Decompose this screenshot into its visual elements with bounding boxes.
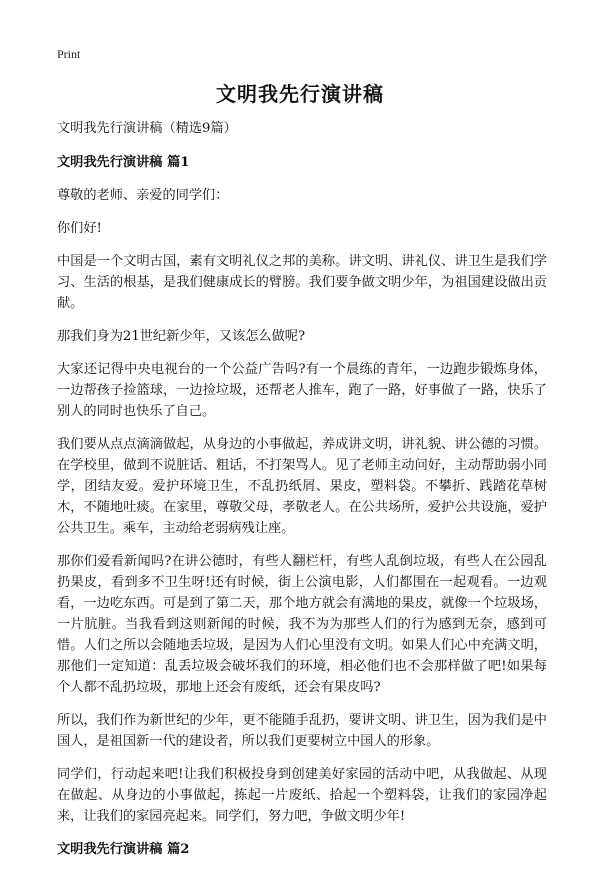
section-heading: 文明我先行演讲稿 篇2 (57, 842, 190, 857)
paragraph: 大家还记得中央电视台的一个公益广告吗?有一个晨练的青年，一边跑步锻炼身体，一边帮孩子捡篮球，一边捡垃圾，还帮老人推车，跑了一路，好事做了一路，快乐了别人的同时也快乐了自己。 (57, 362, 547, 419)
paragraph: 中国是一个文明古国，素有文明礼仪之邦的美称。讲文明、讲礼仪、讲卫生是我们学习、生活的根基，是我们健康成长的臂膀。我们要争做文明少年，为祖国建设做出贡献。 (57, 254, 547, 311)
document-subtitle: 文明我先行演讲稿（精选9篇） (57, 121, 237, 136)
paragraph: 那你们爱看新闻吗?在讲公德时，有些人翻栏杆，有些人乱倒垃圾，有些人在公园乱扔果皮，看到多不卫生呀!还有时候，街上公演电影，人们都围在一起观看。一边观看，一边吃东西。可是到了第二天，那个地方就会有满地的果皮，就像一个垃圾场，一片肮脏。当我看到这则新闻的时候，我不为为那些人们的行为感到无奈，感到可惜。人们之所以会随地丢垃圾，是因为人们心里没有文明。如果人们心中充满文明，那他们一定知道：乱丢垃圾会破坏我们的环境，相必他们也不会那样做了吧!如果每个人都不乱扔垃圾，那地上还会有废纸，还会有果皮吗? (57, 554, 547, 695)
paragraph: 我们要从点点滴滴做起，从身边的小事做起，养成讲文明，讲礼貌、讲公德的习惯。在学校里，做到不说脏话、粗话，不打架骂人。见了老师主动问好，主动帮助弱小同学，团结友爱。爱护环境卫生，不乱扔纸屑、果皮，塑料袋。不攀折、践踏花草树木，不随地吐痰。在家里，尊敬父母，孝敬老人。在公共场所，爱护公共设施，爱护公共卫生。乘车，主动给老弱病残让座。 (57, 437, 547, 536)
paragraph: 你们好! (57, 221, 102, 236)
print-link[interactable]: Print (57, 47, 81, 61)
document-body (57, 118, 547, 872)
paragraph: 所以，我们作为新世纪的少年，更不能随手乱扔，要讲文明、讲卫生，因为我们是中国人，是祖国新一代的建设者，所以我们更要树立中国人的形象。 (57, 713, 547, 749)
paragraph: 尊敬的老师、亲爱的同学们： (57, 188, 229, 203)
section-heading: 文明我先行演讲稿 篇1 (57, 155, 190, 170)
paragraph: 同学们，行动起来吧!让我们积极投身到创建美好家园的活动中吧，从我做起、从现在做起、从身边的小事做起，拣起一片废纸、拾起一个塑料袋，让我们的家园净起来，让我们的家园亮起来。同学们，努力吧，争做文明少年! (57, 767, 547, 824)
page-title: 文明我先行演讲稿 (216, 82, 384, 106)
paragraph: 那我们身为21世纪新少年，又该怎么做呢? (57, 329, 306, 344)
